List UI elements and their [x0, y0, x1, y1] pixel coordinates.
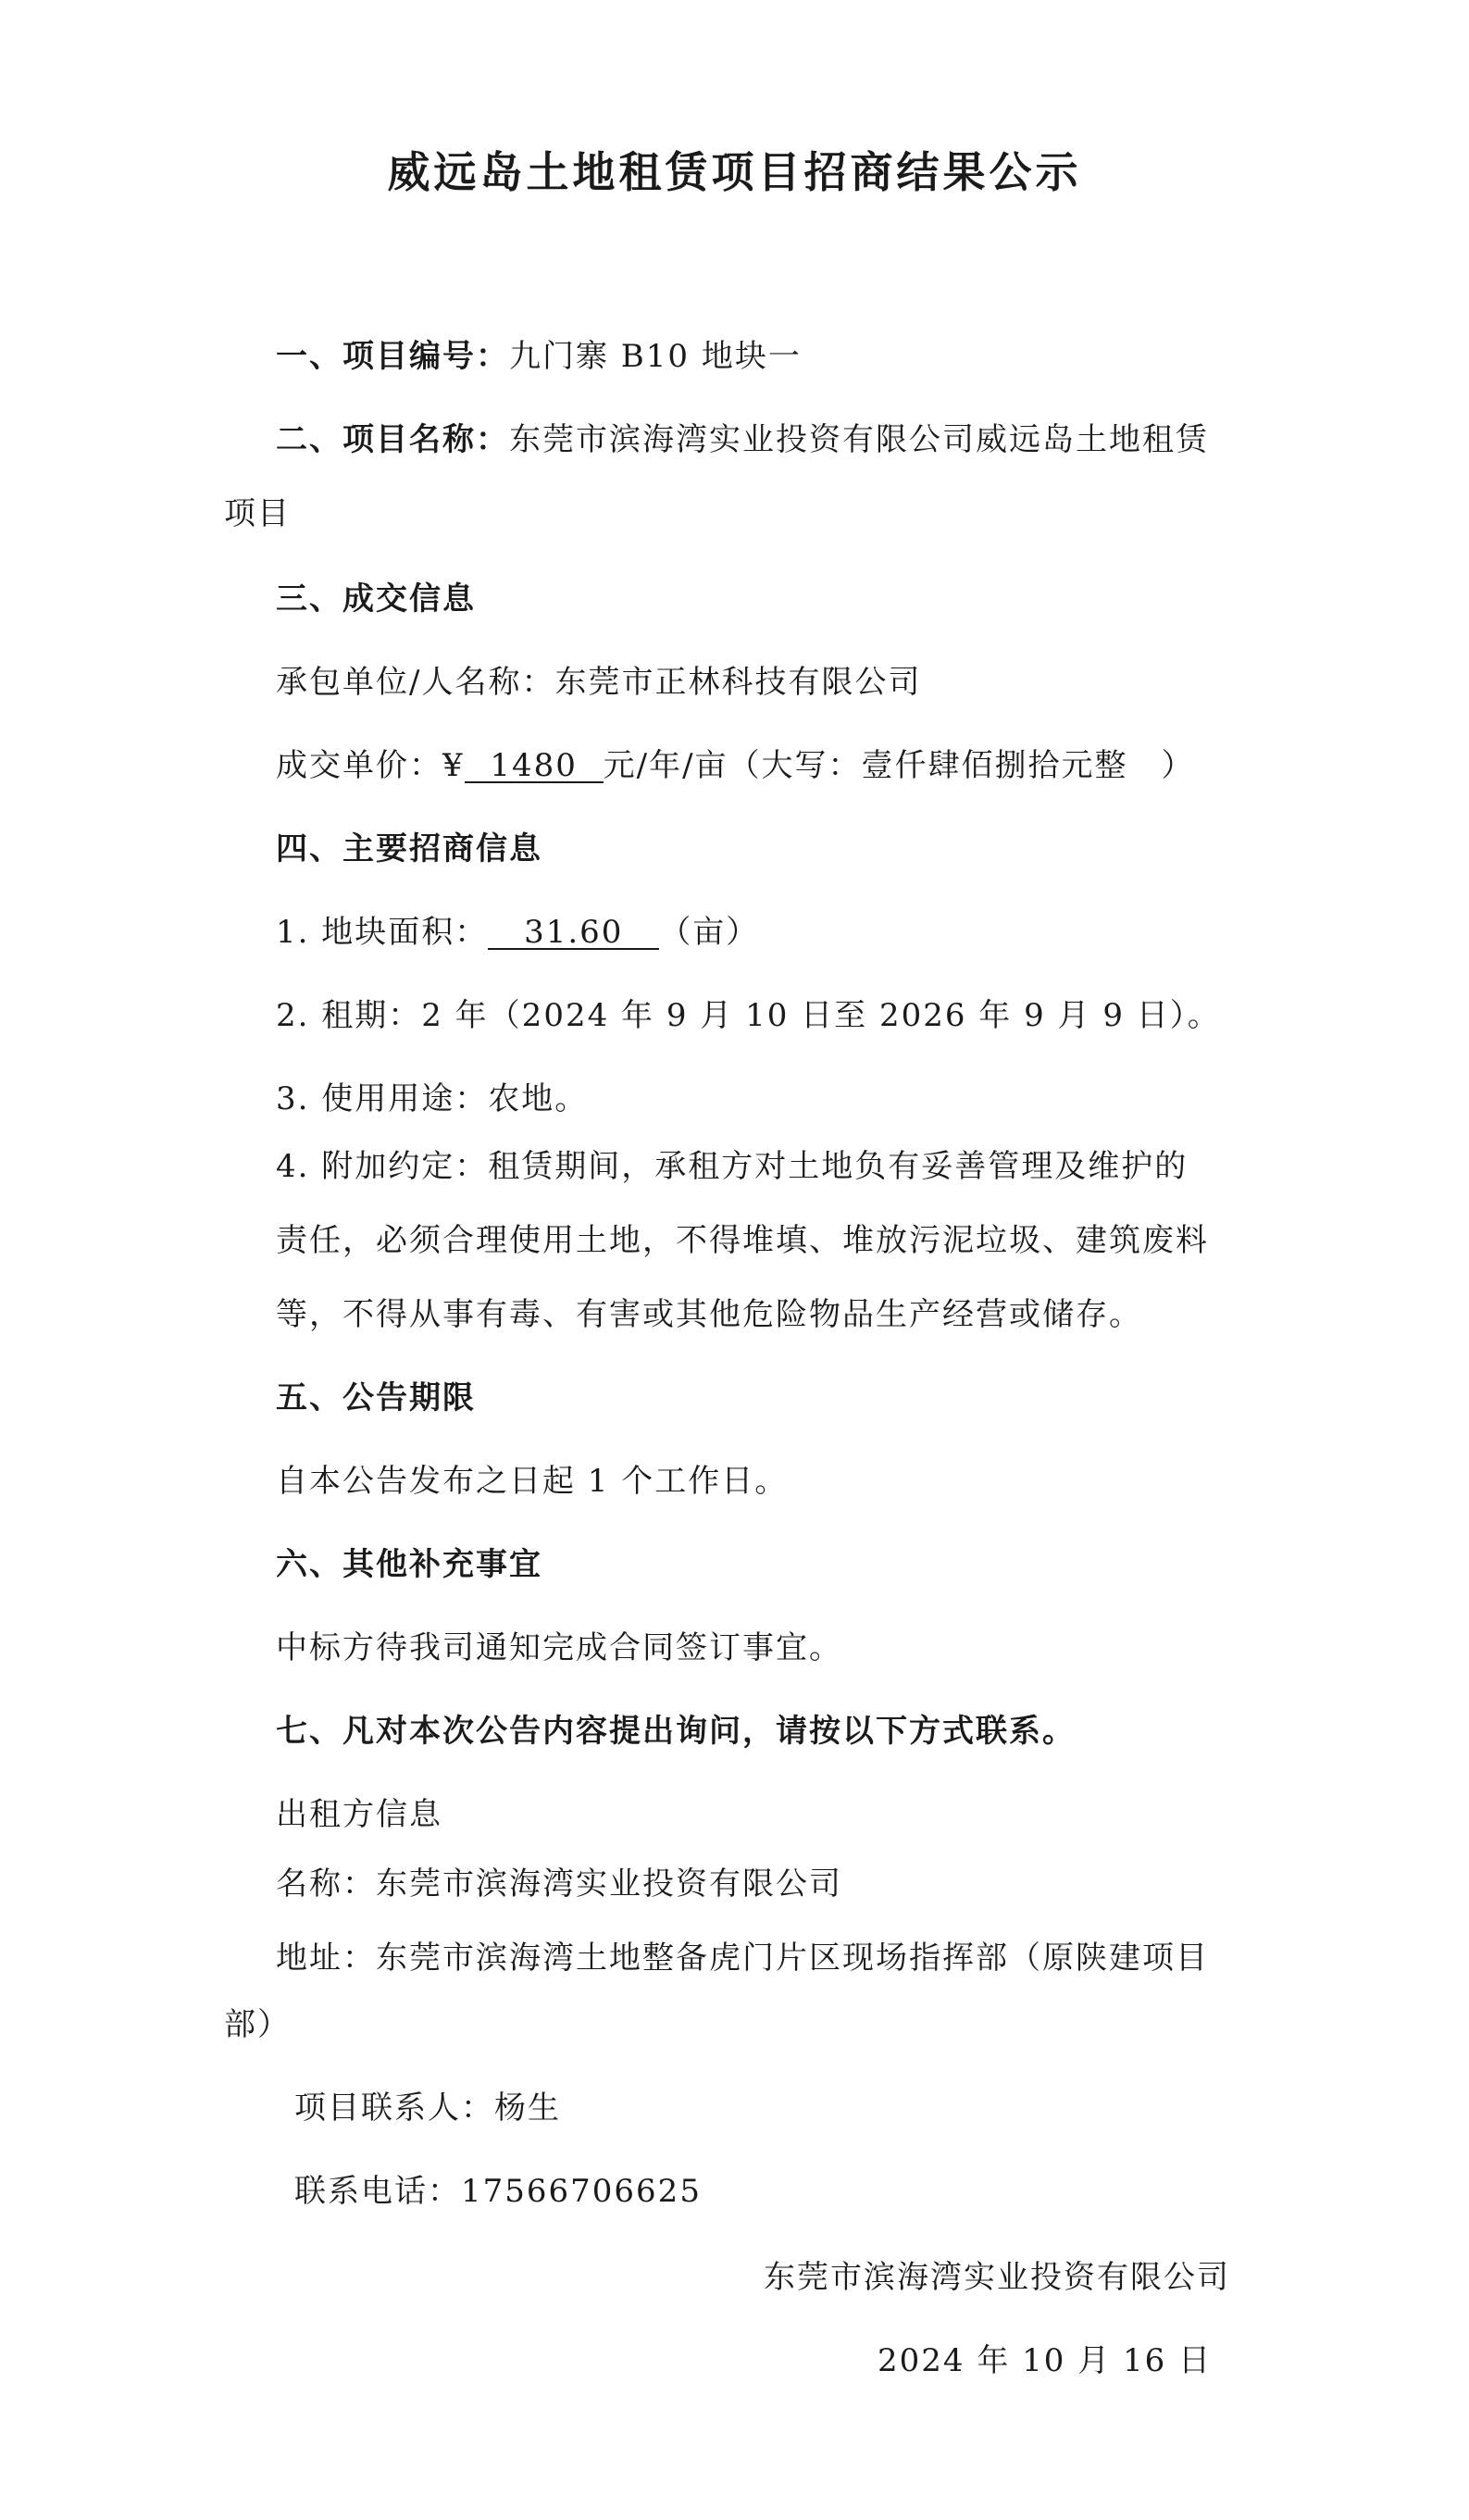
area-unit: （亩） [659, 914, 760, 951]
terms-line-3: 等，不得从事有毒、有害或其他危险物品生产经营或储存。 [276, 1296, 1142, 1333]
area-line [276, 914, 759, 951]
lease-term-line: 2. 租期：2 年（2024 年 9 月 10 日至 2026 年 9 月 9 日）。 [276, 997, 1221, 1034]
unit-price-value: 1480 [465, 750, 604, 783]
project-name-continued: 项目 [224, 495, 291, 532]
contractor-label: 承包单位/人名称： [276, 664, 555, 701]
deal-info-heading: 三、成交信息 [276, 580, 476, 618]
contractor-line [276, 664, 921, 701]
lessor-name: 名称：东莞市滨海湾实业投资有限公司 [276, 1865, 842, 1902]
terms-line-2: 责任，必须合理使用土地，不得堆填、堆放污泥垃圾、建筑废料 [276, 1222, 1209, 1259]
footer-date: 2024 年 10 月 16 日 [878, 2342, 1213, 2379]
notice-period-text: 自本公告发布之日起 1 个工作日。 [276, 1463, 789, 1500]
project-number-line [276, 338, 802, 375]
area-label: 1. 地块面积： [276, 914, 489, 951]
area-value: 31.60 [488, 917, 659, 950]
page-title: 威远岛土地租赁项目招商结果公示 [387, 147, 1082, 197]
unit-price-label: 成交单价：¥ [276, 747, 465, 784]
contact-person: 项目联系人：杨生 [294, 2090, 561, 2127]
notice-period-heading: 五、公告期限 [276, 1379, 476, 1416]
project-name-value: 东莞市滨海湾实业投资有限公司威远岛土地租赁 [509, 421, 1209, 458]
main-info-heading: 四、主要招商信息 [276, 830, 542, 867]
lessor-info-label: 出租方信息 [276, 1796, 442, 1833]
usage-line: 3. 使用用途：农地。 [276, 1080, 589, 1117]
unit-price-line [276, 747, 1195, 784]
contact-heading: 七、凡对本次公告内容提出询问，请按以下方式联系。 [276, 1713, 1076, 1750]
footer-company: 东莞市滨海湾实业投资有限公司 [764, 2259, 1230, 2296]
project-number-label: 一、项目编号： [276, 338, 509, 375]
contact-phone: 联系电话：17566706625 [294, 2173, 702, 2210]
supplement-heading: 六、其他补充事宜 [276, 1546, 542, 1583]
project-name-line [276, 421, 1209, 458]
contractor-value: 东莞市正林科技有限公司 [554, 664, 922, 701]
supplement-text: 中标方待我司通知完成合同签订事宜。 [276, 1629, 842, 1666]
lessor-address-line-2: 部） [224, 2006, 291, 2043]
project-number-value: 九门寨 B10 地块一 [509, 338, 802, 375]
unit-price-unit: 元/年/亩（大写：壹仟肆佰捌拾元整 ） [603, 747, 1195, 784]
terms-line-1: 4. 附加约定：租赁期间，承租方对土地负有妥善管理及维护的 [276, 1148, 1189, 1185]
project-name-label: 二、项目名称： [276, 421, 509, 458]
lessor-address-line-1: 地址：东莞市滨海湾土地整备虎门片区现场指挥部（原陕建项目 [276, 1940, 1209, 1977]
